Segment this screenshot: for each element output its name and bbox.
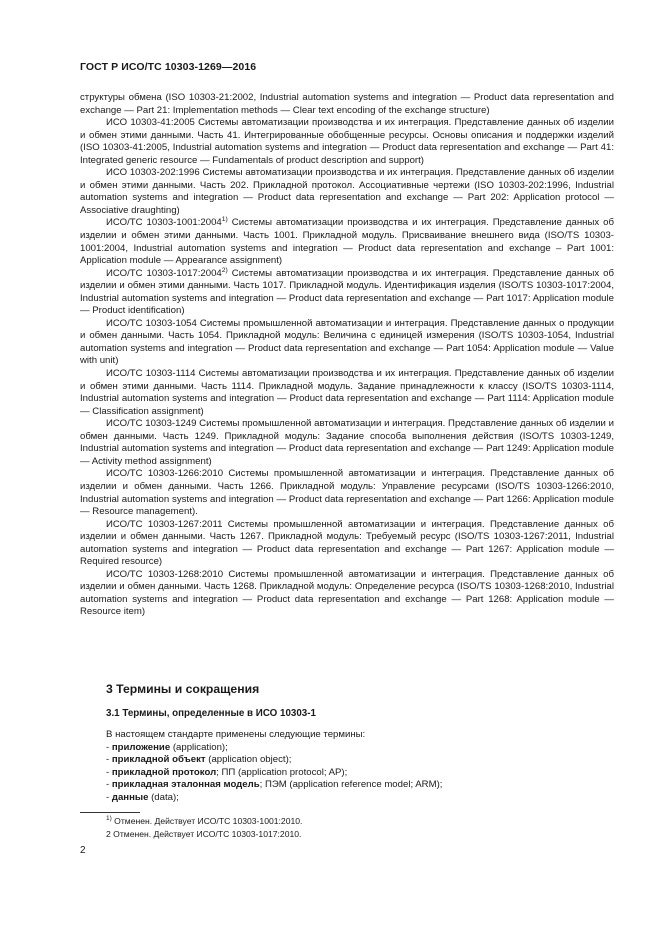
reference-text: Системы автоматизации производства и их интеграция. Представление данных об изделии и обмен этими данными. Часть 1001. Прикладной модуль. Присваивание внешнего вида (ISO/TS 10303-1001:2004, Industrial automation systems and integration — Product data representation and exchange – Part 1001: Application module — Appearance assignment) xyxy=(80,217,614,267)
page-number: 2 xyxy=(80,845,86,856)
term-rest: (application object); xyxy=(205,754,292,766)
footnote-marker: 2 xyxy=(106,828,111,839)
term-name: прикладной протокол xyxy=(111,766,217,778)
reference-paragraph: ИСО 10303-202:1996 Системы автоматизации производства и их интеграция. Представление данных об изделии и обмен этими данными. Часть 202. Прикладной протокол. Ассоциативные чертежи (ISO 10303-202:1996, Industrial automation systems and integration — Product data representation and exchange — Part 202: Application protocol — Associative draughting) xyxy=(80,167,614,216)
term-rest: ; ПП (application protocol; AP); xyxy=(216,766,348,778)
reference-paragraph: ИСО 10303-41:2005 Системы автоматизации производства и их интеграция. Представление данных об изделии и обмен этими данными. Часть 41. Интегрированные обобщенные ресурсы. Основы описания и поддержки изделий (ISO 10303-41:2005, Industrial automation systems and integration — Product data representation and exchange — Part 41: Integrated generic resource — Fundamentals of product description and support) xyxy=(80,117,614,166)
reference-paragraph: ИСО/ТС 10303-1054 Системы промышленной автоматизации и интеграция. Представление данных о продукции и обмен данными. Часть 1054. Прикладной модуль: Величина с единицей измерения (ISO/TS 10303-1054, Industrial automation systems and integration — Product data representation and exchange — Part 1054: Application module — Value with unit) xyxy=(80,317,614,367)
reference-code: ИСО/ТС 10303-1017:2004 xyxy=(106,267,222,279)
document-header: ГОСТ Р ИСО/ТС 10303-1269—2016 xyxy=(80,61,257,73)
reference-text: Системы автоматизации производства и их интеграция. Представление данных об изделии и обмен этими данными. Часть 1017. Прикладной модуль. Идентификация изделия (ISO/TS 10303-1017:2004, Industrial automation systems and integration — Product data representation and exchange — Part 1017: Application module — Product identification) xyxy=(80,267,614,317)
term-item xyxy=(106,779,442,792)
term-rest: (application); xyxy=(170,741,228,753)
reference-paragraph: ИСО/ТС 10303-1268:2010 Системы промышленной автоматизации и интеграция. Представление данных об изделии и обмен данными. Часть 1268. Прикладной модуль: Определение ресурса (ISO/TS 10303-1268:2010, Industrial automation systems and integration — Product data representation and exchange — Part 1268: Application module — Resource item) xyxy=(80,568,614,618)
reference-paragraph: структуры обмена (ISO 10303-21:2002, Industrial automation systems and integration — Product data representation and exchange — Part 21: Implementation methods — Clear text encoding of the exchange structure) xyxy=(80,92,614,116)
term-dash: - xyxy=(106,791,112,803)
term-item xyxy=(106,754,442,767)
term-rest: (data); xyxy=(148,791,179,803)
term-item xyxy=(106,767,442,780)
reference-paragraph: ИСО/ТС 10303-1266:2010 Системы промышленной автоматизации и интеграция. Представление данных об изделии и обмен данными. Часть 1266. Прикладной модуль: Управление ресурсами (ISO/TS 10303-1266:2010, Industrial automation systems and integration — Product data representation and exchange — Part 1266: Application module — Resource management). xyxy=(80,468,614,518)
term-name: приложение xyxy=(111,741,171,753)
footnotes xyxy=(106,815,302,840)
term-dash: - xyxy=(106,754,112,766)
reference-paragraph xyxy=(80,217,614,267)
subsection-heading: 3.1 Термины, определенные в ИСО 10303-1 xyxy=(106,708,316,719)
reference-paragraph: ИСО/ТС 10303-1114 Системы автоматизации производства и их интеграция. Представление данных об изделии и обмен этими данными. Часть 1114. Прикладной модуль. Задание принадлежности к классу (ISO/TS 10303-1114, Industrial automation systems and integration — Product data representation and exchange — Part 1114: Application module — Classification assignment) xyxy=(80,368,614,417)
section-heading: 3 Термины и сокращения xyxy=(106,682,260,696)
footnote xyxy=(106,828,302,841)
term-name: прикладной объект xyxy=(111,754,206,766)
term-name: прикладная эталонная модель xyxy=(111,779,260,791)
term-dash: - xyxy=(106,779,112,791)
term-item xyxy=(106,742,442,755)
footnote-text: Отменен. Действует ИСО/ТС 10303-1017:2010. xyxy=(110,828,302,839)
footnote-marker: 1) xyxy=(221,216,228,224)
term-rest: ; ПЭМ (application reference model; ARM); xyxy=(259,779,443,791)
term-item xyxy=(106,792,442,805)
term-dash: - xyxy=(106,741,112,753)
terms-intro: В настоящем стандарте применены следующие термины: xyxy=(106,729,366,740)
footnote xyxy=(106,815,302,828)
reference-paragraph: ИСО/ТС 10303-1267:2011 Системы промышленной автоматизации и интеграция. Представление данных об изделии и обмен данными. Часть 1267. Прикладной модуль: Требуемый ресурс (ISO/TS 10303-1267:2011, Industrial automation systems and integration — Product data representation and exchange — Part 1267: Application module — Required resource) xyxy=(80,518,614,568)
normative-references-body xyxy=(80,92,614,619)
footnote-marker: 2) xyxy=(221,266,228,274)
terms-list xyxy=(106,729,442,805)
term-name: данные xyxy=(111,791,149,803)
term-dash: - xyxy=(106,766,112,778)
reference-paragraph: ИСО/ТС 10303-1249 Системы промышленной автоматизации и интеграция. Представление данных об изделии и обмен данными. Часть 1249. Прикладной модуль: Задание способа выполнения действия (ISO/TS 10303-1249, Industrial automation systems and integration — Product data representation and exchange — Part 1249: Application module — Activity method assignment) xyxy=(80,418,614,467)
reference-paragraph xyxy=(80,268,614,318)
footnote-marker: 1) xyxy=(106,815,112,823)
footnote-divider xyxy=(80,812,140,813)
footnote-text: Отменен. Действует ИСО/ТС 10303-1001:2010. xyxy=(111,816,303,826)
reference-code: ИСО/ТС 10303-1001:2004 xyxy=(106,217,222,229)
